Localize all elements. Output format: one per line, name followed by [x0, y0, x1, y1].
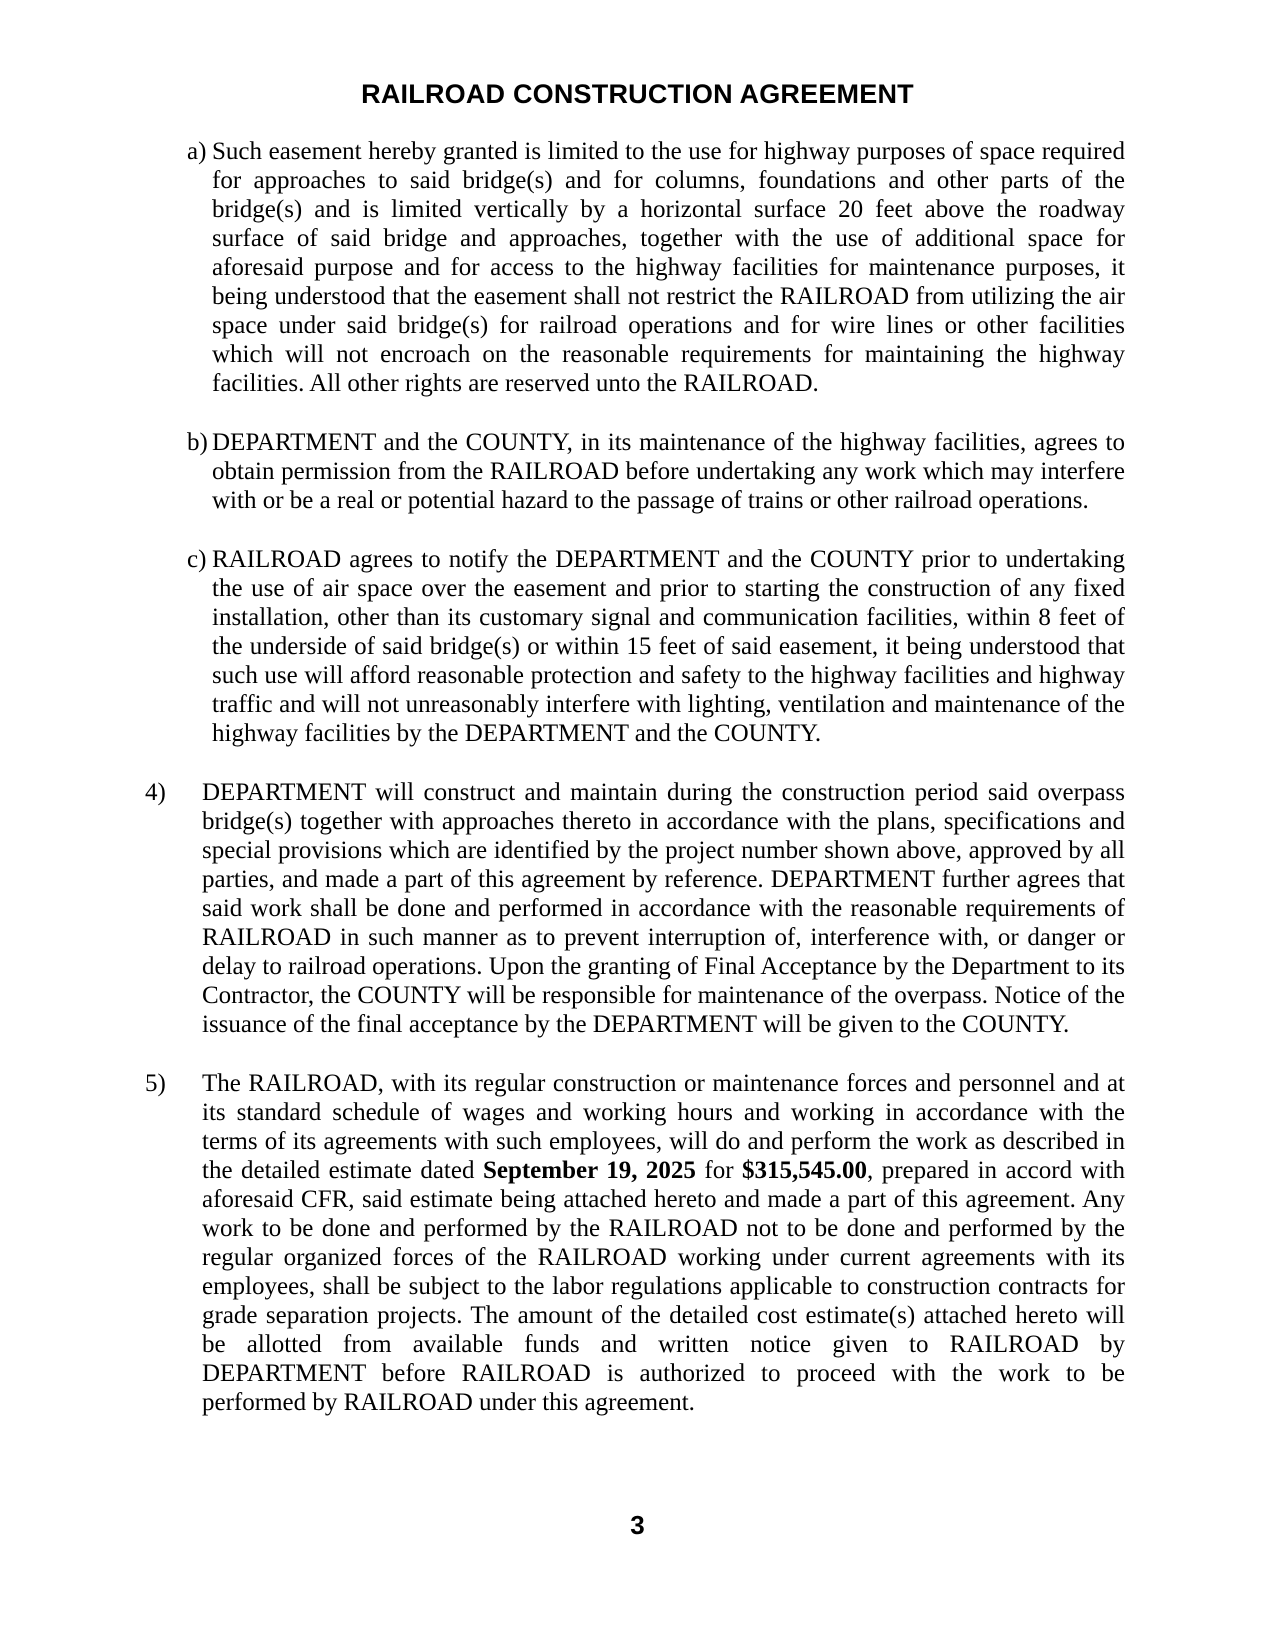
list-item-label: 5): [145, 1070, 166, 1097]
list-item-text: DEPARTMENT and the COUNTY, in its maintenance of the highway facilities, agrees to obtain permission from the RAILROAD before undertaking any work which may interfere with or be a real or potential hazard to the passage of trains or other railroad operations.: [212, 429, 1125, 514]
list-item-text: DEPARTMENT will construct and maintain during the construction period said overpass bridge(s) together with approaches thereto in accordance with the plans, specifications and special provisions which are identified by the project number shown above, approved by all parties, and made a part of this agreement by reference. DEPARTMENT further agrees that said work shall be done and performed in accordance with the reasonable requirements of RAILROAD in such manner as to prevent interruption of, interference with, or danger or delay to railroad operations. Upon the granting of Final Acceptance by the Department to its Contractor, the COUNTY will be responsible for maintenance of the overpass. Notice of the issuance of the final acceptance by the DEPARTMENT will be given to the COUNTY.: [202, 779, 1125, 1038]
list-item-label: a): [187, 138, 207, 165]
list-item-a: [145, 137, 1125, 398]
list-item-text: RAILROAD agrees to notify the DEPARTMENT and the COUNTY prior to undertaking the use of air space over the easement and prior to starting the construction of any fixed installation, other than its customary signal and communication facilities, within 8 feet of the underside of said bridge(s) or within 15 feet of said easement, it being understood that such use will afford reasonable protection and safety to the highway facilities and highway traffic and will not unreasonably interfere with lighting, ventilation and maintenance of the highway facilities by the DEPARTMENT and the COUNTY.: [212, 546, 1125, 747]
list-item-4: [145, 778, 1125, 1039]
list-item-text: Such easement hereby granted is limited to the use for highway purposes of space required for approaches to said bridge(s) and for columns, foundations and other parts of the bridge(s) and is limited vertically by a horizontal surface 20 feet above the roadway surface of said bridge and approaches, together with the use of additional space for aforesaid purpose and for access to the highway facilities for maintenance purposes, it being understood that the easement shall not restrict the RAILROAD from utilizing the air space under said bridge(s) for railroad operations and for wire lines or other facilities which will not encroach on the reasonable requirements for maintaining the highway facilities. All other rights are reserved unto the RAILROAD.: [212, 138, 1125, 397]
list-item-5: [145, 1069, 1125, 1417]
page-number: 3: [630, 1510, 645, 1540]
list-item-text: The RAILROAD, with its regular construction or maintenance forces and personnel and at its standard schedule of wages and working hours and working in accordance with the terms of its agreements with such employees, will do and perform the work as described in the detailed estimate dated September 19, 2025 for $315,545.00, prepared in accord with aforesaid CFR, said estimate being attached hereto and made a part of this agreement. Any work to be done and performed by the RAILROAD not to be done and performed by the regular organized forces of the RAILROAD working under current agreements with its employees, shall be subject to the labor regulations applicable to construction contracts for grade separation projects. The amount of the detailed cost estimate(s) attached hereto will be allotted from available funds and written notice given to RAILROAD by DEPARTMENT before RAILROAD is authorized to proceed with the work to be performed by RAILROAD under this agreement.: [202, 1070, 1126, 1416]
document-body: [145, 137, 1125, 1417]
list-item-label: b): [187, 429, 208, 456]
list-item-b: [145, 428, 1125, 515]
document-title: RAILROAD CONSTRUCTION AGREEMENT: [361, 79, 914, 109]
list-item-label: c): [187, 546, 207, 573]
list-item-c: [145, 545, 1125, 748]
list-item-label: 4): [145, 779, 166, 806]
